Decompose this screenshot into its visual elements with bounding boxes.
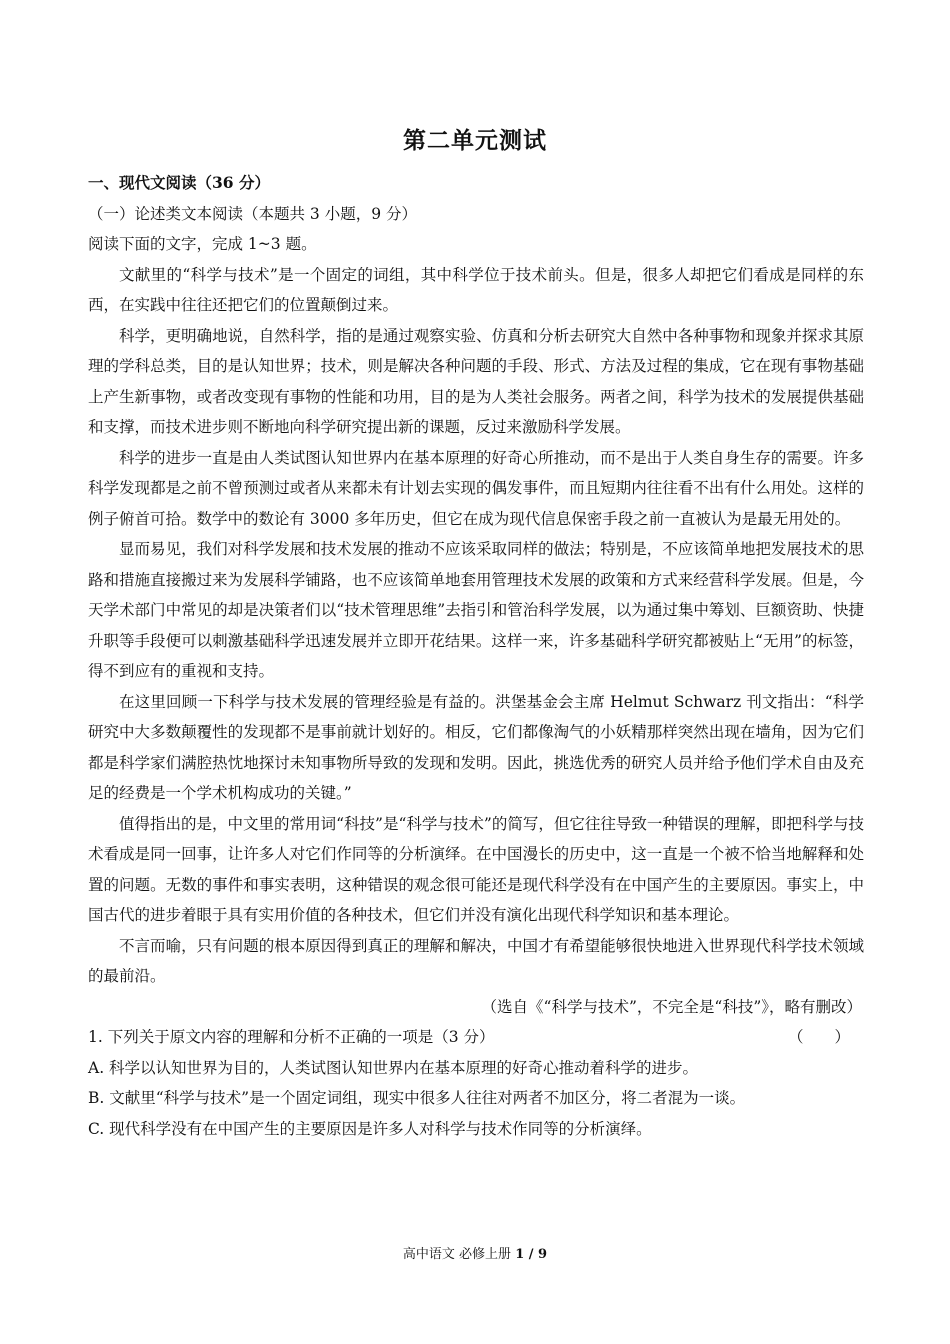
page-number: 1 / 9 [515,1247,548,1262]
paragraph: 不言而喻，只有问题的根本原因得到真正的理解和解决，中国才有希望能够很快地进入世界现代科学技术领域的最前沿。 [88,936,864,985]
paragraph: 文献里的“科学与技术”是一个固定的词组，其中科学位于技术前头。但是，很多人却把它们看成是同样的东西，在实践中往往还把它们的位置颠倒过来。 [88,265,864,314]
paragraph: 科学的进步一直是由人类试图认知世界内在基本原理的好奇心所推动，而不是出于人类自身生存的需要。许多科学发现都是之前不曾预测过或者从来都未有计划去实现的偶发事件，而且短期内往往看不出有什么用处。这样的例子俯首可拾。数学中的数论有 3000 多年历史，但它在成为现代信息保密手段之前一直被认为是最无用处的。 [88,448,864,528]
paragraph: 在这里回顾一下科学与技术发展的管理经验是有益的。洪堡基金会主席 Helmut Schwarz 刊文指出：“科学研究中大多数颠覆性的发现都不是事前就计划好的。相反，它们都像淘气的小妖精那样突然出现在墙角，因为它们都是科学家们满腔热忱地探讨未知事物所导致的发现和发明。因此，挑选优秀的研究人员并给予他们学术自由及充足的经费是一个学术机构成功的关键。” [88,692,864,802]
option-c: C. 现代科学没有在中国产生的主要原因是许多人对科学与技术作同等的分析演绎。 [88,1119,652,1138]
answer-bracket: （ ） [787,1028,850,1046]
question-stem: 1. 下列关于原文内容的理解和分析不正确的一项是（3 分） [88,1028,495,1046]
option-a: A. 科学以认知世界为目的，人类试图认知世界内在基本原理的好奇心推动着科学的进步。 [88,1058,699,1077]
footer-label: 高中语文 必修上册 [402,1247,512,1262]
subsection-heading: （一）论述类文本阅读（本题共 3 小题，9 分） [88,204,418,223]
section-heading: 一、现代文阅读（36 分） [88,173,270,192]
paragraph: 显而易见，我们对科学发展和技术发展的推动不应该采取同样的做法；特别是，不应该简单地把发展技术的思路和措施直接搬过来为发展科学铺路，也不应该简单地套用管理技术发展的政策和方式来经营科学发展。但是，今天学术部门中常见的却是决策者们以“技术管理思维”去指引和管治科学发展，以为通过集中筹划、巨额资助、快捷升职等手段便可以刺激基础科学迅速发展并立即开花结果。这样一来，许多基础科学研究都被贴上“无用”的标签，得不到应有的重视和支持。 [88,540,864,680]
page-title: 第二单元测试 [403,127,547,154]
option-b: B. 文献里“科学与技术”是一个固定词组，现实中很多人往往对两者不加区分，将二者混为一谈。 [88,1089,746,1107]
document-body [88,168,864,1144]
paragraph: 值得指出的是，中文里的常用词“科技”是“科学与技术”的简写，但它往往导致一种错误的理解，即把科学与技术看成是同一回事，让许多人对它们作同等的分析演绎。在中国漫长的历史中，这一直是一个被不恰当地解释和处置的问题。无数的事件和事实表明，这种错误的观念很可能还是现代科学没有在中国产生的主要原因。事实上，中国古代的进步着眼于具有实用价值的各种技术，但它们并没有演化出现代科学知识和基本理论。 [88,814,864,924]
question-1 [88,1022,864,1053]
reading-instruction: 阅读下面的文字，完成 1~3 题。 [88,235,317,253]
paragraph: 科学，更明确地说，自然科学，指的是通过观察实验、仿真和分析去研究大自然中各种事物和现象并探求其原理的学科总类，目的是认知世界；技术，则是解决各种问题的手段、形式、方法及过程的集成，它在现有事物基础上产生新事物，或者改变现有事物的性能和功用，目的是为人类社会服务。两者之间，科学为技术的发展提供基础和支撑，而技术进步则不断地向科学研究提出新的课题，反过来激励科学发展。 [88,326,864,436]
source-citation: （选自《“科学与技术”，不完全是“科技”》，略有删改） [481,997,862,1016]
page-footer [0,1246,950,1264]
